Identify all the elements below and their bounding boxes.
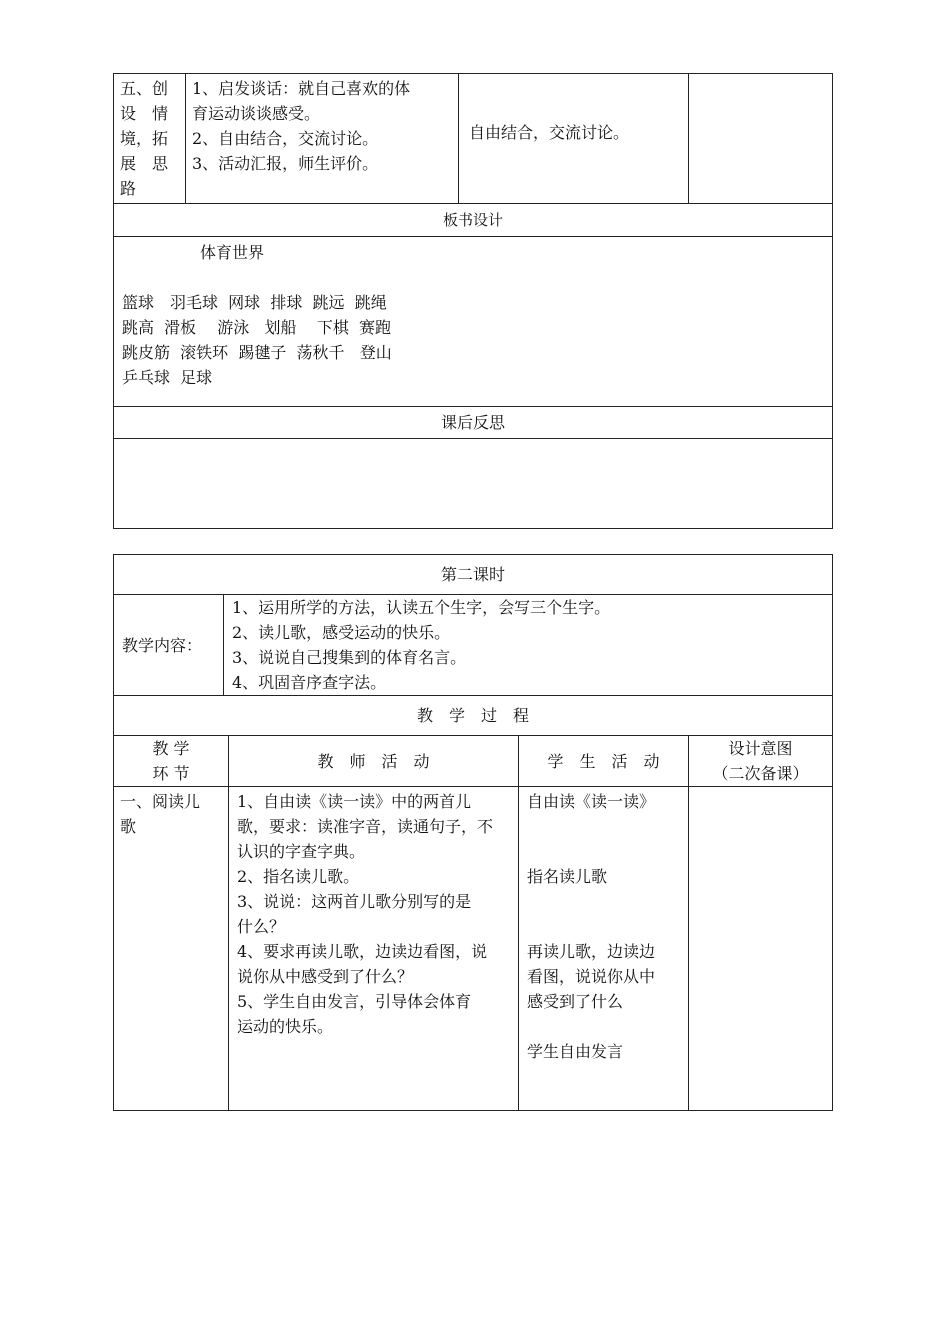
content-item: 3、说说自己搜集到的体育名言。 bbox=[232, 648, 467, 667]
content-list bbox=[224, 595, 833, 696]
board-line: 篮球 羽毛球 网球 排球 跳远 跳绳 bbox=[122, 293, 387, 312]
col-header-design-line: 设计意图 bbox=[728, 739, 793, 758]
board-line: 乒乓球 足球 bbox=[122, 368, 213, 387]
stage-line: 路 bbox=[120, 179, 137, 198]
teacher-line: 什么？ bbox=[237, 917, 286, 936]
col-header-design-line: （二次备课） bbox=[712, 764, 809, 783]
col-header-stage bbox=[114, 736, 229, 787]
teacher-line: 3、活动汇报，师生评价。 bbox=[192, 154, 379, 173]
student-line: 感受到了什么 bbox=[527, 992, 624, 1011]
board-design-header: 板书设计 bbox=[114, 204, 833, 237]
teacher-line: 歌，要求：读准字音，读通句子，不 bbox=[237, 817, 494, 836]
stage-cell bbox=[114, 74, 186, 204]
board-line: 跳皮筋 滚铁环 踢毽子 荡秋千 登山 bbox=[122, 343, 392, 362]
student-line: 再读儿歌，边读边 bbox=[527, 942, 656, 961]
student-line: 学生自由发言 bbox=[527, 1042, 624, 1061]
stage-line: 一、阅读儿 bbox=[120, 792, 201, 811]
content-item: 4、巩固音序查字法。 bbox=[232, 673, 387, 692]
col-header-stage-line: 环 节 bbox=[152, 764, 190, 783]
content-label bbox=[114, 595, 224, 696]
teacher-line: 说你从中感受到了什么？ bbox=[237, 967, 414, 986]
teacher-line: 2、指名读儿歌。 bbox=[237, 867, 360, 886]
teacher-activity-cell bbox=[229, 787, 519, 1111]
reflection-body bbox=[114, 439, 833, 529]
stage-line: 五、创 bbox=[120, 79, 169, 98]
lesson-title: 第二课时 bbox=[114, 555, 833, 595]
teacher-line: 4、要求再读儿歌，边读边看图，说 bbox=[237, 942, 488, 961]
col-header-design bbox=[689, 736, 833, 787]
reflection-header: 课后反思 bbox=[114, 407, 833, 439]
col-header-student: 学 生 活 动 bbox=[519, 736, 689, 787]
stage-line: 境，拓 bbox=[120, 129, 169, 148]
stage-line: 歌 bbox=[120, 817, 137, 836]
lesson-table-1 bbox=[113, 73, 833, 529]
teacher-line: 1、自由读《读一读》中的两首儿 bbox=[237, 792, 472, 811]
content-item: 1、运用所学的方法，认读五个生字，会写三个生字。 bbox=[232, 598, 611, 617]
teacher-line: 育运动谈谈感受。 bbox=[192, 104, 321, 123]
board-title: 体育世界 bbox=[200, 243, 265, 262]
teacher-line: 5、学生自由发言，引导体会体育 bbox=[237, 992, 472, 1011]
content-item: 2、读儿歌，感受运动的快乐。 bbox=[232, 623, 451, 642]
student-line: 看图，说说你从中 bbox=[527, 967, 656, 986]
stage-line: 展 思 bbox=[120, 154, 169, 173]
student-line: 自由读《读一读》 bbox=[527, 792, 656, 811]
teacher-activity-cell bbox=[186, 74, 459, 204]
teacher-line: 认识的字查字典。 bbox=[237, 842, 366, 861]
teacher-line: 1、启发谈话：就自己喜欢的体 bbox=[192, 79, 411, 98]
design-note-cell bbox=[689, 787, 833, 1111]
lesson-table-2 bbox=[113, 554, 833, 1111]
col-header-teacher: 教 师 活 动 bbox=[229, 736, 519, 787]
content-label-text: 教学内容： bbox=[122, 635, 203, 655]
student-activity-cell bbox=[519, 787, 689, 1111]
student-activity-text: 自由结合，交流讨论。 bbox=[469, 123, 630, 142]
teacher-line: 运动的快乐。 bbox=[237, 1017, 334, 1036]
design-note-cell bbox=[689, 74, 833, 204]
teacher-line: 3、说说：这两首儿歌分别写的是 bbox=[237, 892, 472, 911]
board-line: 跳高 滑板 游泳 划船 下棋 赛跑 bbox=[122, 318, 392, 337]
process-header: 教 学 过 程 bbox=[114, 696, 833, 736]
teacher-line: 2、自由结合，交流讨论。 bbox=[192, 129, 379, 148]
student-line: 指名读儿歌 bbox=[527, 867, 608, 886]
stage-line: 设 情 bbox=[120, 104, 169, 123]
student-activity-cell bbox=[459, 74, 689, 204]
stage-cell bbox=[114, 787, 229, 1111]
col-header-stage-line: 教 学 bbox=[152, 739, 190, 758]
board-design-body bbox=[114, 237, 833, 407]
